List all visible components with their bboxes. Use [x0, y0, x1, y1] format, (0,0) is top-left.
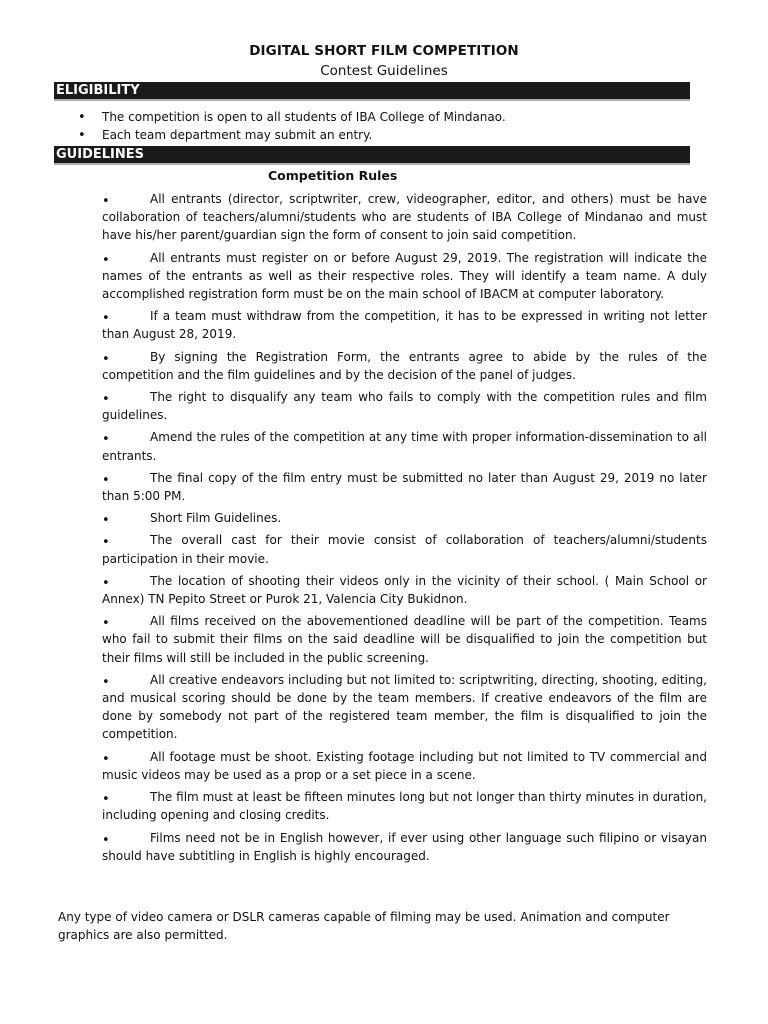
- eligibility-item-text: The competition is open to all students of IBA College of Mindanao.: [102, 110, 506, 124]
- bullet-icon: •: [102, 472, 110, 488]
- list-item: [102, 572, 707, 608]
- list-item: [102, 428, 707, 464]
- bullet-icon: •: [102, 194, 110, 209]
- list-item: [102, 348, 707, 384]
- rule-text: If a team must withdraw from the competition, it has to be expressed in writing not letter than August 28, 2019.: [102, 309, 707, 342]
- rule-text: All entrants must register on or before August 29, 2019. The registration will indicate the names of the entrants as well as their respective roles. They will identify a team name. A duly accomplished registration form must be on the main school of IBACM at computer laboratory.: [102, 250, 707, 302]
- rule-text: By signing the Registration Form, the entrants agree to abide by the rules of the competition and the film guidelines and by the decision of the panel of judges.: [102, 349, 707, 382]
- guidelines-heading-bar: [54, 146, 690, 165]
- list-item: [102, 249, 707, 304]
- rule-text: All films received on the abovementioned deadline will be part of the competition. Teams who fail to submit their films on the said deadline will be disqualified to join the competition but their films will still be included in the public screening.: [102, 614, 707, 665]
- list-item: [102, 531, 707, 567]
- list-item: [102, 612, 707, 667]
- list-item: [102, 748, 707, 784]
- list-item: [70, 109, 506, 127]
- list-item: [102, 388, 707, 424]
- bullet-icon: •: [78, 110, 86, 125]
- rule-text: The film must at least be fifteen minutes long but not longer than thirty minutes in duration, including opening and closing credits.: [102, 790, 707, 823]
- bullet-icon: •: [102, 616, 110, 632]
- bullet-icon: •: [102, 351, 110, 367]
- list-item: [102, 788, 707, 824]
- bullet-icon: •: [102, 792, 110, 808]
- eligibility-list: [70, 109, 506, 144]
- bullet-icon: •: [78, 127, 86, 143]
- rule-text: All footage must be shoot. Existing footage including but not limited to TV commercial and music videos may be used as a prop or a set piece in a scene.: [102, 749, 707, 782]
- bullet-icon: •: [102, 751, 110, 767]
- list-item: [102, 671, 707, 744]
- rule-text: The final copy of the film entry must be submitted no later than August 29, 2019 no later than 5:00 PM.: [102, 470, 707, 504]
- eligibility-item-text: Each team department may submit an entry.: [102, 127, 373, 142]
- bullet-icon: •: [102, 392, 110, 408]
- eligibility-heading-bar: [54, 82, 690, 101]
- rule-text: The right to disqualify any team who fails to comply with the competition rules and film guidelines.: [102, 390, 707, 423]
- rule-text: Films need not be in English however, if ever using other language such filipino or visayan should have subtitling in English is highly encouraged.: [102, 830, 707, 863]
- eligibility-heading: ELIGIBILITY: [56, 83, 140, 98]
- page-subtitle: Contest Guidelines: [320, 63, 448, 79]
- bullet-icon: •: [102, 535, 110, 551]
- list-item: [102, 190, 707, 245]
- bullet-icon: •: [102, 674, 110, 690]
- list-item: [102, 469, 707, 505]
- bullet-icon: •: [102, 432, 110, 448]
- competition-rules-heading: Competition Rules: [268, 168, 398, 183]
- rules-list: [102, 190, 707, 869]
- list-item: [102, 509, 707, 527]
- rule-text: The overall cast for their movie consist of collaboration of teachers/alumni/students participation in their movie.: [102, 533, 707, 566]
- bullet-icon: •: [102, 513, 110, 529]
- rule-text: Amend the rules of the competition at any time with proper information-dissemination to all entrants.: [102, 430, 707, 463]
- bullet-icon: •: [102, 311, 110, 327]
- list-item: [102, 829, 707, 865]
- list-item: [102, 307, 707, 343]
- bullet-icon: •: [102, 575, 110, 591]
- list-item: [70, 127, 506, 145]
- rule-text: All creative endeavors including but not limited to: scriptwriting, directing, shooting, editing, and musical scoring should be done by the team members. If creative endeavors of the film are done by somebody not part of the registered team member, the film is disqualified to join the competition.: [102, 672, 707, 742]
- closing-paragraph: Any type of video camera or DSLR cameras capable of filming may be used. Animation and computer graphics are also permitted.: [58, 910, 670, 943]
- rule-text: The location of shooting their videos only in the vicinity of their school. ( Main School or Annex) TN Pepito Street or Purok 21, Valencia City Bukidnon.: [102, 573, 707, 607]
- rule-text: Short Film Guidelines.: [150, 511, 282, 526]
- bullet-icon: •: [102, 252, 110, 268]
- rule-text: All entrants (director, scriptwriter, crew, videographer, editor, and others) must be have collaboration of teachers/alumni/students who are students of IBA College of Mindanao and must have his/her parent/guardian sign the form of consent to join said competition.: [102, 192, 707, 243]
- page-title: DIGITAL SHORT FILM COMPETITION: [249, 43, 519, 59]
- guidelines-heading: GUIDELINES: [56, 147, 144, 162]
- bullet-icon: •: [102, 832, 110, 848]
